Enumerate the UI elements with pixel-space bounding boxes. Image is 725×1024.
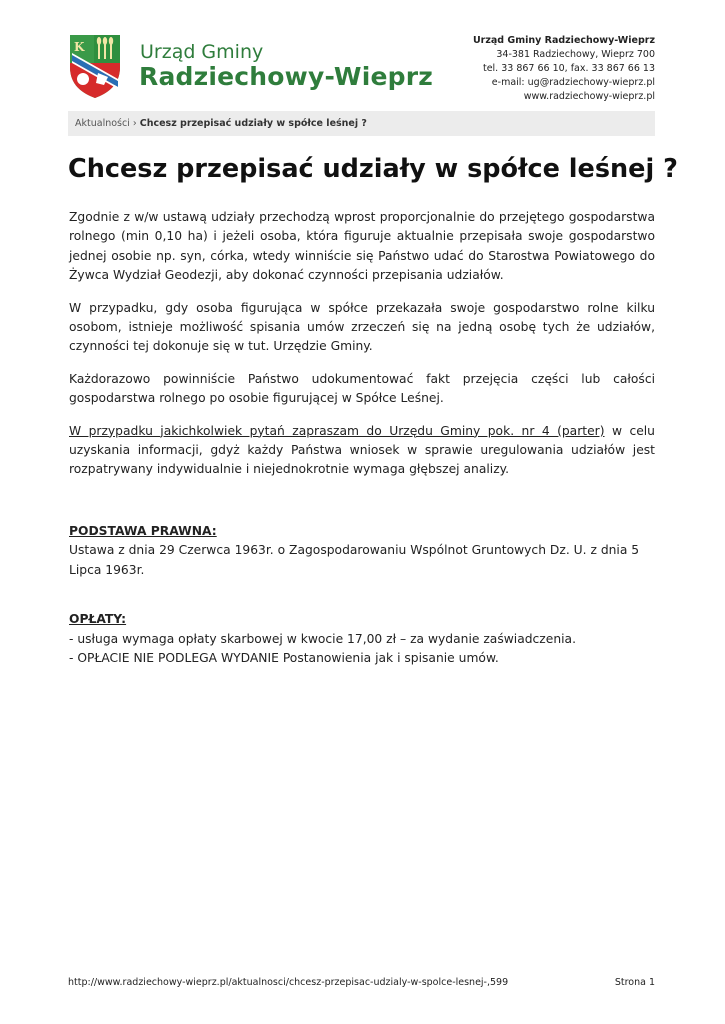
svg-text:K: K: [74, 40, 85, 54]
legal-basis-heading: PODSTAWA PRAWNA:: [69, 523, 217, 538]
article-body: [69, 208, 655, 668]
breadcrumb-separator: ›: [132, 118, 137, 129]
fees-section: [69, 610, 655, 668]
paragraph-4-rest: w celu uzyskania informacji, gdyż każdy Państwa wniosek w sprawie uregulowania udziałów jest rozpatrywany indywidualnie i niejednokrotnie wymaga głębszej analizy.: [69, 423, 655, 477]
paragraph-2: W przypadku, gdy osoba figurująca w spółce przekazała swoje gospodarstwo rolne kilku osobom, istnieje możliwość spisania umów zrzeczeń się na jedną osobę tych że udziałów, czynności tej dokonuje się w tut. Urzędzie Gminy.: [69, 300, 655, 354]
contact-website[interactable]: www.radziechowy-wieprz.pl: [523, 91, 655, 102]
fees-line-1: - usługa wymaga opłaty skarbowej w kwocie 17,00 zł – za wydanie zaświadczenia.: [69, 631, 576, 646]
footer-page-number: Strona 1: [614, 977, 655, 988]
footer-url[interactable]: http://www.radziechowy-wieprz.pl/aktualnosci/chcesz-przepisac-udzialy-w-spolce-lesnej-,599: [68, 977, 509, 988]
contact-org: Urząd Gminy Radziechowy-Wieprz: [472, 35, 655, 46]
fees-heading: OPŁATY:: [69, 612, 127, 627]
breadcrumb: [68, 111, 655, 136]
page-title: Chcesz przepisać udziały w spółce leśnej ?: [68, 154, 678, 184]
contact-phone: tel. 33 867 66 10, fax. 33 867 66 13: [482, 63, 655, 74]
logo-title-line1: Urząd Gminy: [140, 41, 264, 63]
legal-basis-text: Ustawa z dnia 29 Czerwca 1963r. o Zagospodarowaniu Wspólnot Gruntowych Dz. U. z dnia 5 Lipca 1963r.: [69, 543, 640, 577]
paragraph-4: [69, 422, 655, 480]
contact-block: [473, 34, 655, 104]
coat-of-arms-logo: [68, 33, 122, 99]
fees-line-2: - OPŁACIE NIE PODLEGA WYDANIE Postanowienia jak i spisanie umów.: [69, 650, 499, 665]
paragraph-3: Każdorazowo powinniście Państwo udokumentować fakt przejęcia części lub całości gospodarstwa rolnego po osobie figurującej w Spółce Leśnej.: [69, 371, 655, 406]
contact-address: 34-381 Radziechowy, Wieprz 700: [496, 49, 655, 60]
paragraph-4-underlined: W przypadku jakichkolwiek pytań zapraszam do Urzędu Gminy pok. nr 4 (parter): [69, 423, 605, 438]
logo-title-line2: Radziechowy-Wieprz: [139, 62, 434, 91]
breadcrumb-parent[interactable]: Aktualności: [75, 118, 130, 129]
legal-basis-section: [69, 522, 655, 580]
contact-email[interactable]: e-mail: ug@radziechowy-wieprz.pl: [491, 77, 655, 88]
paragraph-1: Zgodnie z w/w ustawą udziały przechodzą wprost proporcjonalnie do przejętego gospodarstwa rolnego (min 0,10 ha) i jeżeli osoba, która figuruje aktualnie przepisała swoje gospodarstwo jednej osobie np. syn, córka, wtedy winniście się Państwo udać do Starostwa Powiatowego do Żywca Wydział Geodezji, aby dokonać czynności przepisania udziałów.: [69, 210, 655, 283]
breadcrumb-current: Chcesz przepisać udziały w spółce leśnej ?: [139, 118, 367, 129]
